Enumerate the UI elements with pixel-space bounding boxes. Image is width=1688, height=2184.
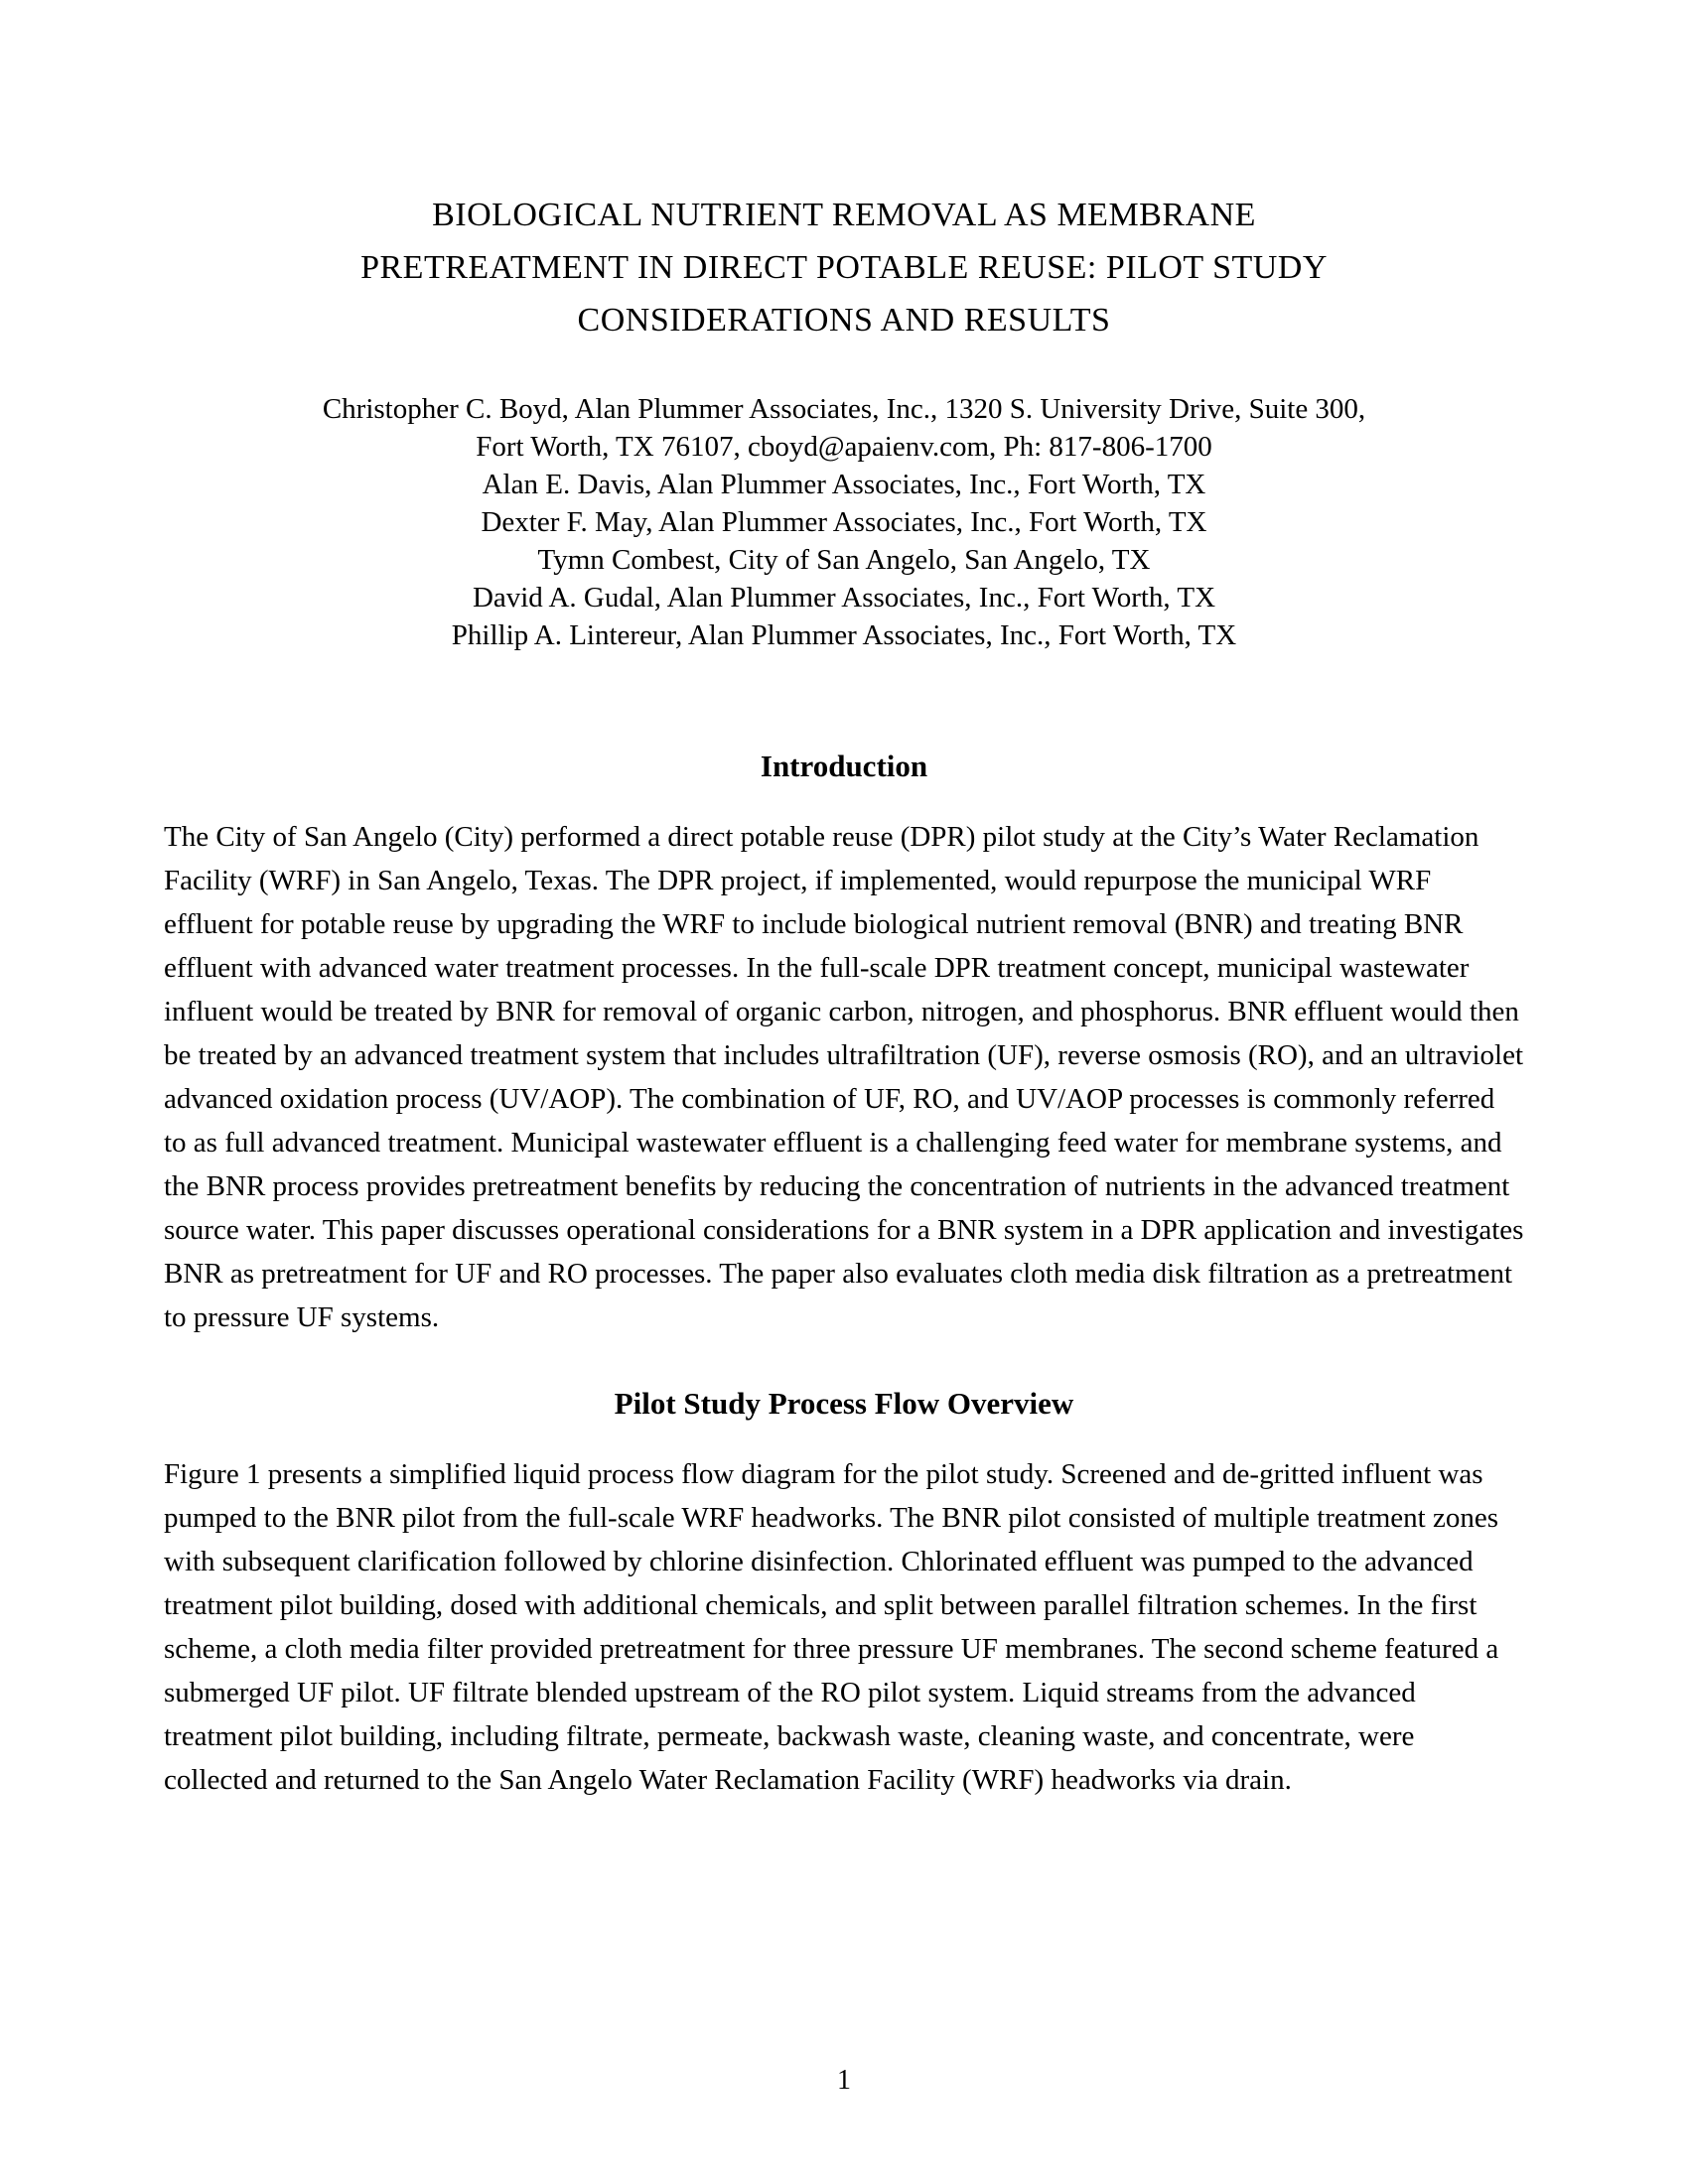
section-body-introduction: The City of San Angelo (City) performed a direct potable reuse (DPR) pilot study at the City’s Water Reclamation Facility (WRF) in San Angelo, Texas. The DPR project, if implemented, would repurpose the municipal WRF effluent for potable reuse by upgrading the WRF to include biological nutrient removal (BNR) and treating BNR effluent with advanced water treatment processes. In the full-scale DPR treatment concept, municipal wastewater influent would be treated by BNR for removal of organic carbon, nitrogen, and phosphorus. BNR effluent would then be treated by an advanced treatment system that includes ultrafiltration (UF), reverse osmosis (RO), and an ultraviolet advanced oxidation process (UV/AOP). The combination of UF, RO, and UV/AOP processes is commonly referred to as full advanced treatment. Municipal wastewater effluent is a challenging feed water for membrane systems, and the BNR process provides pretreatment benefits by reducing the concentration of nutrients in the advanced treatment source water. This paper discusses operational considerations for a BNR system in a DPR application and investigates BNR as pretreatment for UF and RO processes. The paper also evaluates cloth media disk filtration as a pretreatment to pressure UF systems. <box>164 821 1524 1333</box>
paper-title-line-1: BIOLOGICAL NUTRIENT REMOVAL AS MEMBRANE <box>432 197 1256 233</box>
paper-title-line-2: PRETREATMENT IN DIRECT POTABLE REUSE: PILOT STUDY <box>360 249 1328 286</box>
author-line: Fort Worth, TX 76107, cboyd@apaienv.com, Ph: 817-806-1700 <box>476 431 1212 463</box>
section-heading-pilot-study: Pilot Study Process Flow Overview <box>614 1386 1074 1421</box>
author-line: Alan E. Davis, Alan Plummer Associates, Inc., Fort Worth, TX <box>482 469 1206 500</box>
section-heading-introduction: Introduction <box>760 749 928 783</box>
author-block <box>164 390 1524 654</box>
author-line: Phillip A. Lintereur, Alan Plummer Associates, Inc., Fort Worth, TX <box>451 619 1237 651</box>
page-number: 1 <box>837 2065 851 2096</box>
author-line: David A. Gudal, Alan Plummer Associates, Inc., Fort Worth, TX <box>472 582 1216 614</box>
author-line: Dexter F. May, Alan Plummer Associates, Inc., Fort Worth, TX <box>481 506 1207 538</box>
paper-title <box>164 189 1524 346</box>
author-line: Tymn Combest, City of San Angelo, San Angelo, TX <box>537 544 1151 576</box>
paper-title-line-3: CONSIDERATIONS AND RESULTS <box>577 302 1111 339</box>
section-body-pilot-study: Figure 1 presents a simplified liquid process flow diagram for the pilot study. Screened and de-gritted influent was pumped to the BNR pilot from the full-scale WRF headworks. The BNR pilot consisted of multiple treatment zones with subsequent clarification followed by chlorine disinfection. Chlorinated effluent was pumped to the advanced treatment pilot building, dosed with additional chemicals, and split between parallel filtration schemes. In the first scheme, a cloth media filter provided pretreatment for three pressure UF membranes. The second scheme featured a submerged UF pilot. UF filtrate blended upstream of the RO pilot system. Liquid streams from the advanced treatment pilot building, including filtrate, permeate, backwash waste, cleaning waste, and concentrate, were collected and returned to the San Angelo Water Reclamation Facility (WRF) headworks via drain. <box>164 1458 1499 1796</box>
section-pilot-study-process-flow-overview <box>164 1381 1524 1802</box>
section-introduction <box>164 744 1524 1339</box>
author-line: Christopher C. Boyd, Alan Plummer Associates, Inc., 1320 S. University Drive, Suite 300, <box>322 393 1366 425</box>
